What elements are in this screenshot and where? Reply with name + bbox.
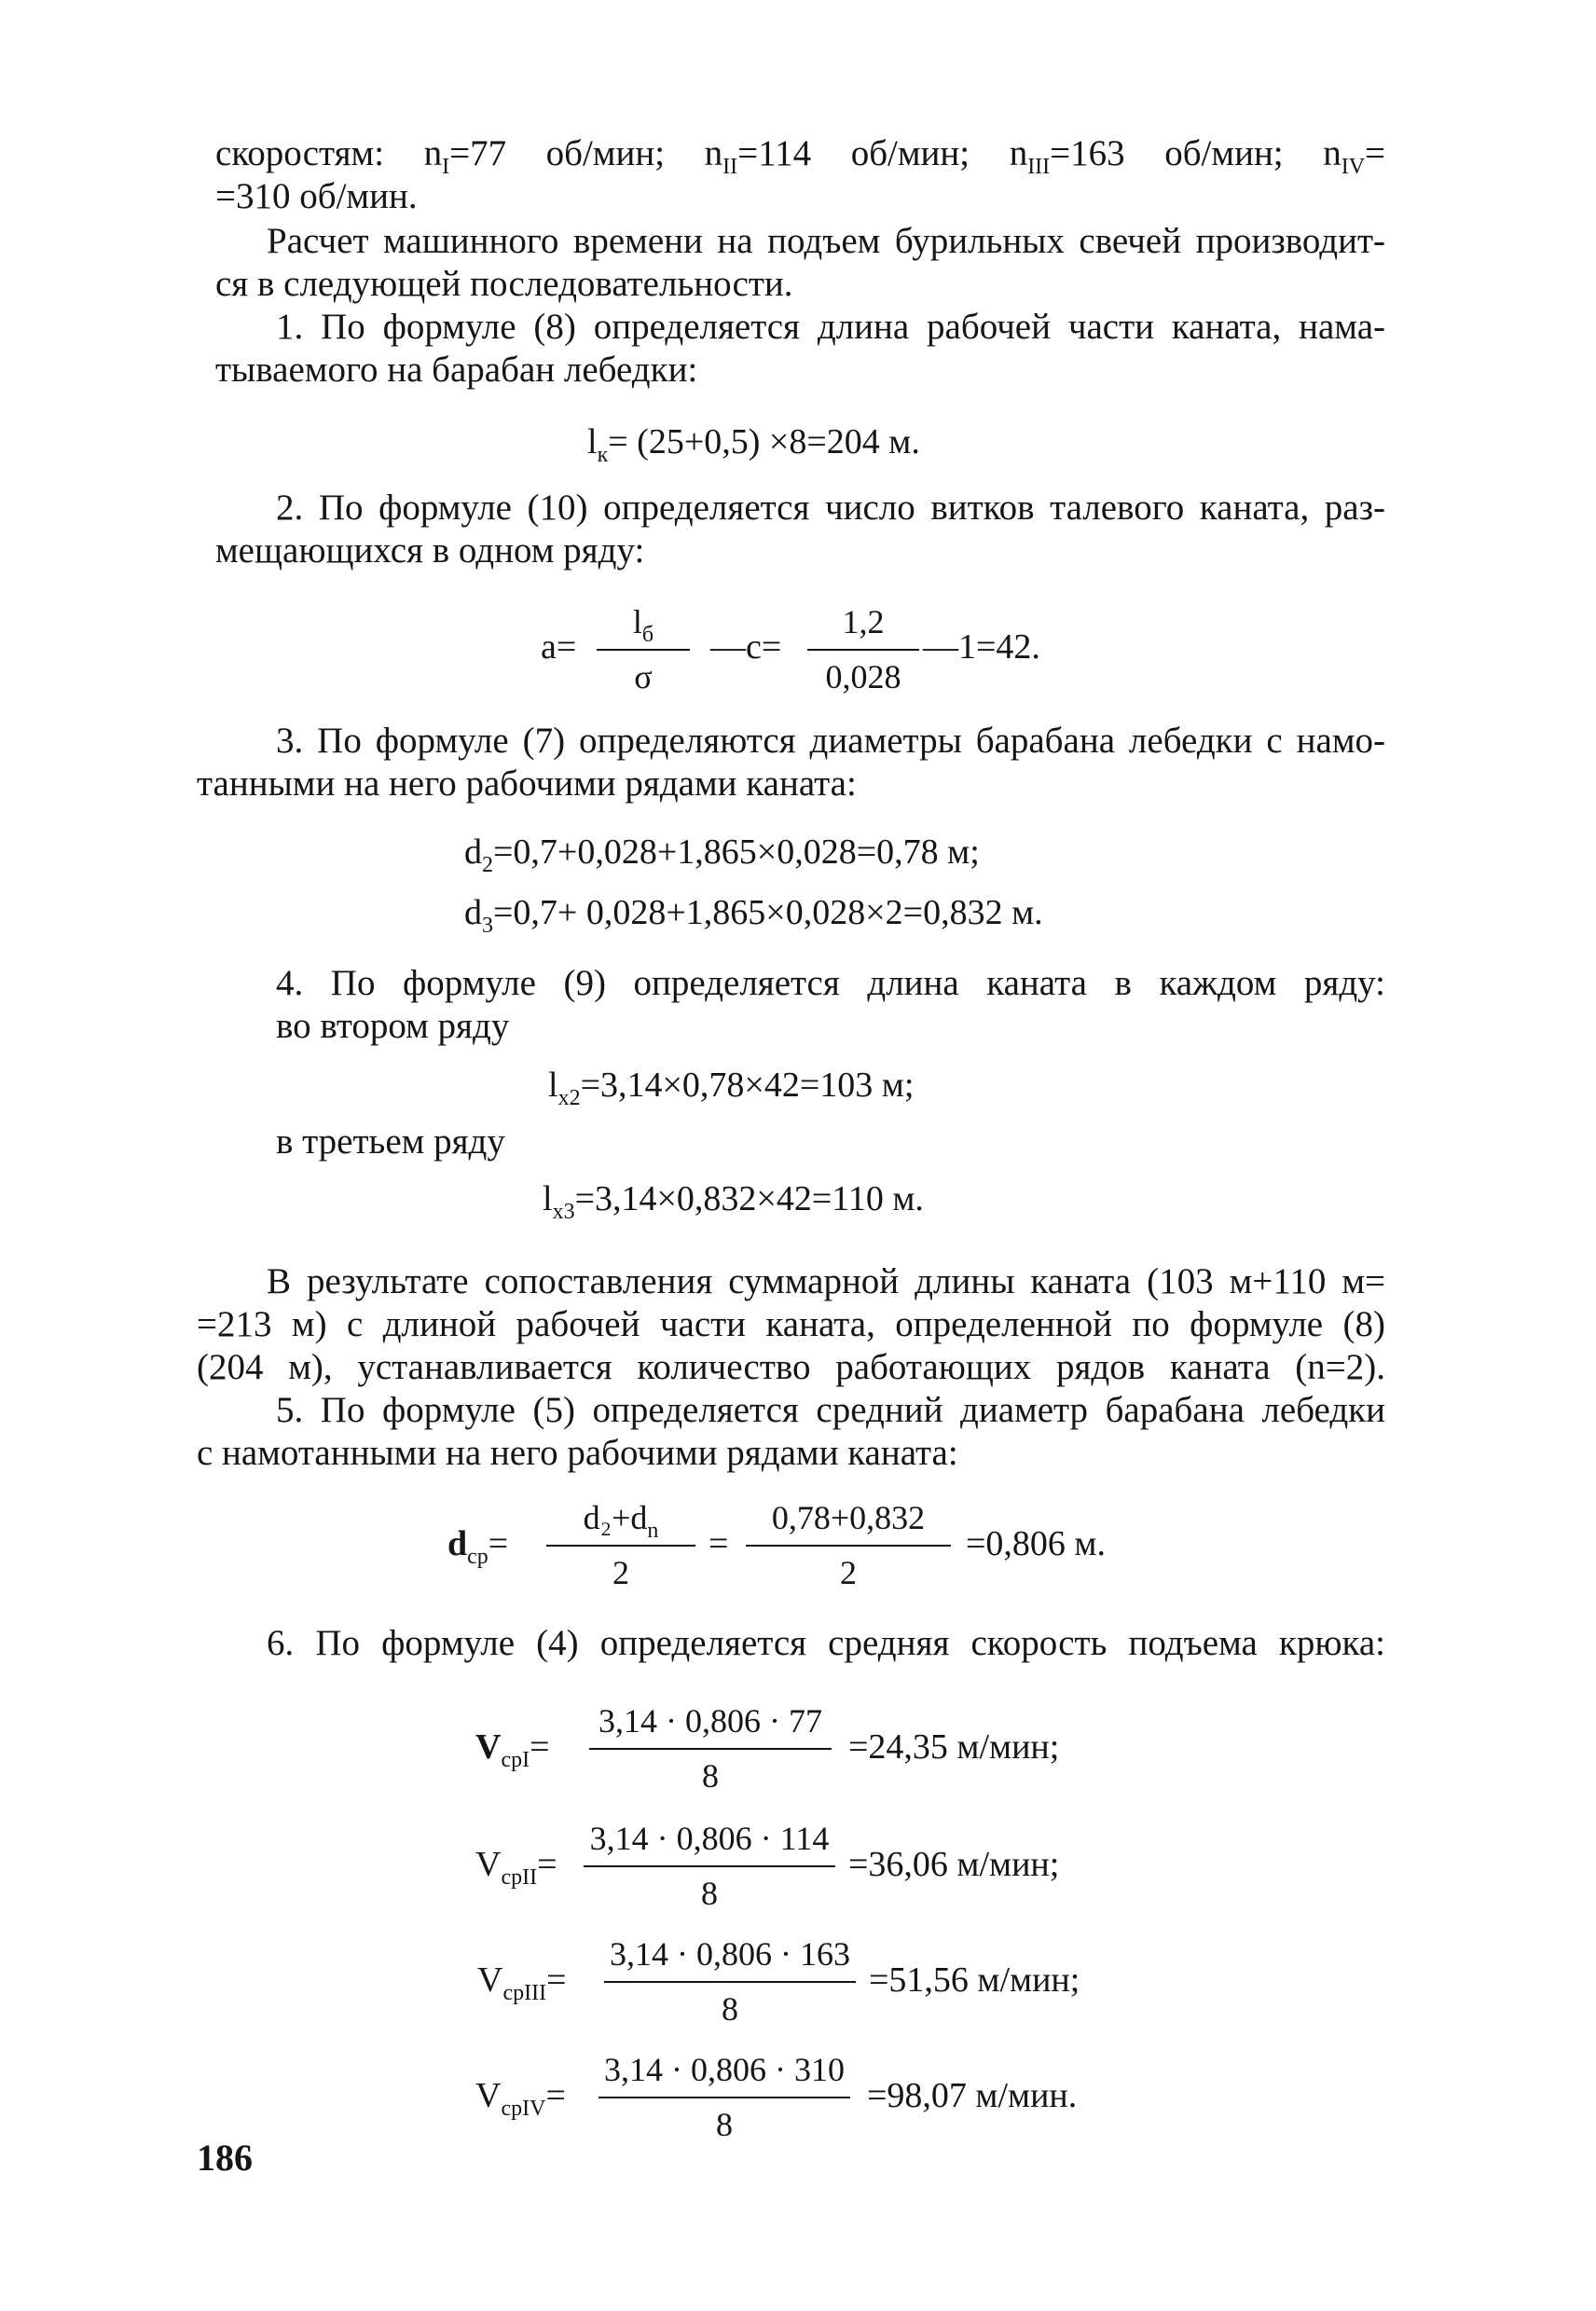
- book-page: скоростям: $n_I=77$ об/мин; $n_{II}=114$ об/мин; $n_{III}=163$ об/мин; $n_{IV}=$ =310 об/мин. Расчет машинного времени на подъем бурильных свечей производит- ся в следующей последовательности. 1. По формуле (8) определяется длина рабочей части каната, нама- тываемого на барабан лебедки: $l_к= (25+0,5) \times 8=204$ м. 2. По формуле (10) определяется число витков талевого каната, раз- мещающихся в одном ряду: a= $l_б$ σ —c= 1,2 0,028 —1=42. 3. По формуле (7) определяются диаметры барабана лебедки с намо- танными на него рабочими рядами каната: $d_2=0,7+0,028+1,865\times 0,028=0,78$ м; $d_3=0,7+ 0,028+1,865\times 0,028\times 2=0,832$ м. 4. По формуле (9) определяется длина каната в каждом ряду: во втором ряду $l_{x2}=3,14\times 0,78\times 42=103$ м; в третьем ряду $l_{x3}=3,14\times 0,832\times 42=110$ м. В результате сопоставления суммарной длины каната (103 м+110 м= =213 м) с длиной рабочей части каната, определенной по формуле (8) (204 м), устанавливается количество работающих рядов каната (n=2). 5. По формуле (5) определяется средний диаметр барабана лебедки с намотанными на него рабочими рядами каната: $d_{cp}=$ $d_2+d_n$ 2 = 0,78+0,832 2 =0,806 м. 6. По формуле (4) определяется средняя скорость подъема крюка: $V_{cpI}=$ 3,14 · 0,806 · 77 8 =24,35 м/мин; $V_{cpII}=$ 3,14 · 0,806 · 114 8 =36,06 м/мин; $V_{cpIII}=$ 3,14 · 0,806 · 163 8 =51,56 м/мин; $V_{cpIV}=$ 3,14 · 0,806 · 310 8 =98,07 м/мин. 186: [0, 0, 1596, 2311]
- page-number: 186: [197, 2137, 253, 2179]
- text-line: мещающихся в одном ряду:: [215, 530, 645, 571]
- text-line: (204 м), устанавливается количество работающих рядов каната (n=2).: [197, 1347, 1385, 1387]
- formula-lx3: $l_{x3}=3,14\times 0,832\times 42=110$ м.: [543, 1179, 924, 1224]
- text-line: 4. По формуле (9) определяется длина каната в каждом ряду:: [276, 963, 1385, 1003]
- text-line: 5. По формуле (5) определяется средний диаметр барабана лебедки: [276, 1390, 1385, 1430]
- text-line: в третьем ряду: [276, 1121, 505, 1162]
- text-line: 6. По формуле (4) определяется средняя скорость подъема крюка:: [267, 1623, 1385, 1663]
- text-line: 2. По формуле (10) определяется число витков талевого каната, раз-: [276, 488, 1385, 528]
- formula-d2: $d_2=0,7+0,028+1,865\times 0,028=0,78$ м;: [464, 832, 980, 877]
- formula-lx2: $l_{x2}=3,14\times 0,78\times 42=103$ м;: [548, 1066, 915, 1110]
- text-line: =310 об/мин.: [215, 176, 418, 216]
- text-line: ся в следующей последовательности.: [215, 264, 793, 304]
- formula-d3: $d_3=0,7+ 0,028+1,865\times 0,028\times 2=0,832$ м.: [464, 893, 1043, 938]
- text-line: скоростям: $n_I=77$ об/мин; $n_{II}=114$ об/мин; $n_{III}=163$ об/мин; $n_{IV}=$: [215, 133, 1386, 179]
- formula-rope-length: $l_к= (25+0,5) \times 8=204$ м.: [587, 422, 920, 467]
- text-line: Расчет машинного времени на подъем бурильных свечей производит-: [267, 221, 1385, 261]
- text-line: В результате сопоставления суммарной длины каната (103 м+110 м=: [267, 1261, 1385, 1301]
- text-line: 1. По формуле (8) определяется длина рабочей части каната, нама-: [276, 307, 1385, 347]
- text-line: с намотанными на него рабочими рядами каната:: [197, 1433, 958, 1473]
- text-line: во втором ряду: [276, 1006, 510, 1046]
- text-line: танными на него рабочими рядами каната:: [197, 763, 857, 804]
- text-line: тываемого на барабан лебедки:: [215, 350, 698, 390]
- text-line: =213 м) с длиной рабочей части каната, определенной по формуле (8): [197, 1304, 1385, 1344]
- text-line: 3. По формуле (7) определяются диаметры барабана лебедки с намо-: [276, 721, 1385, 761]
